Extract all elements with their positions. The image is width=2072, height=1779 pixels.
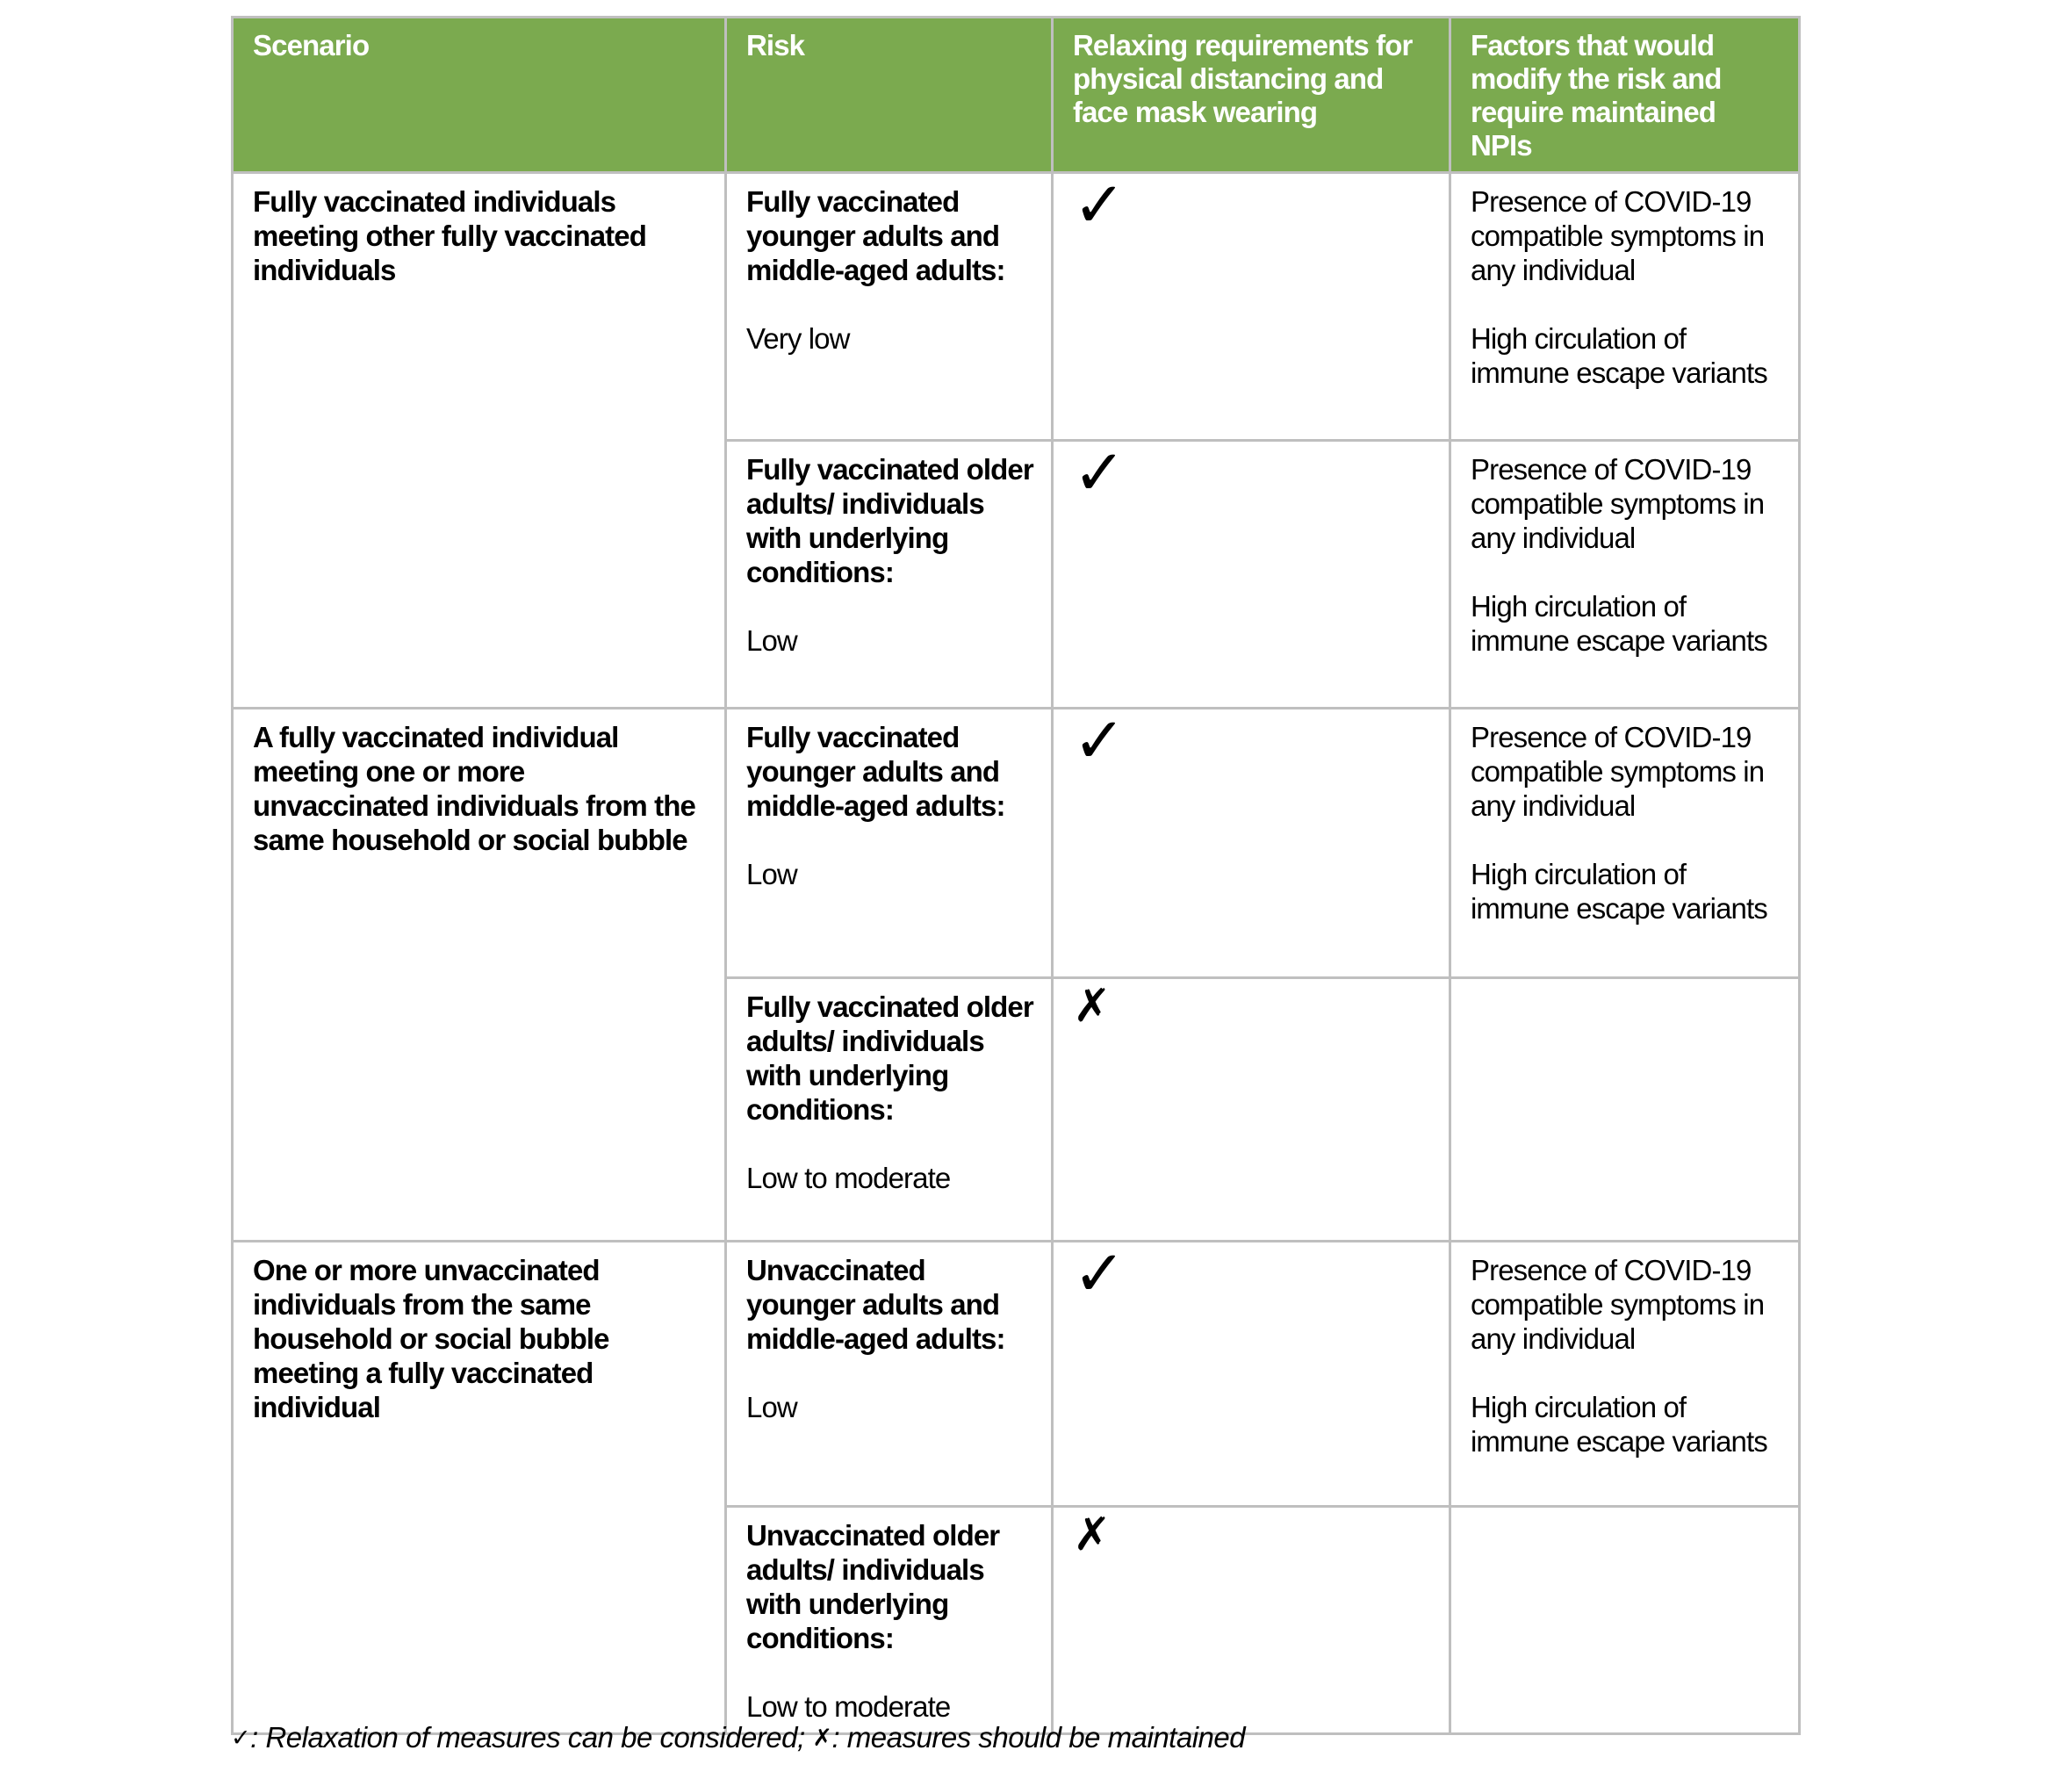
risk-level-text: Low [746,1391,797,1423]
risk-cell-1a [726,173,1053,441]
risk-group-text: Unvaccinated younger adults and middle-aged adults: [746,1254,1005,1355]
factors-cell-3b-empty [1450,1507,1800,1734]
check-mark-icon: ✓ [1073,172,1126,241]
scenario-text: One or more unvaccinated individuals from the same household or social bubble meeting a fully vaccinated individual [253,1254,609,1423]
scenario-cell-3 [233,1242,726,1734]
risk-scenario-table [231,16,1801,1735]
risk-group-text: Fully vaccinated older adults/ individuals with underlying conditions: [746,453,1033,588]
legend-footnote [231,1719,1245,1759]
relax-cell-3a [1053,1242,1450,1507]
relax-cell-1a [1053,173,1450,441]
risk-group-text: Unvaccinated older adults/ individuals with underlying conditions: [746,1519,1000,1654]
risk-cell-3b [726,1507,1053,1734]
factor-text: High circulation of immune escape variants [1471,322,1767,389]
factors-cell-1a [1450,173,1800,441]
factor-text: Presence of COVID-19 compatible symptoms in any individual [1471,185,1765,286]
relax-cell-3b [1053,1507,1450,1734]
check-mark-icon: ✓ [1073,708,1126,777]
risk-group-text: Fully vaccinated younger adults and middle-aged adults: [746,721,1005,822]
cross-mark-icon: ✗ [812,1725,832,1752]
risk-level-text: Low [746,624,797,657]
relax-cell-2a [1053,709,1450,978]
scenario-text: A fully vaccinated individual meeting one or more unvaccinated individuals from the same household or social bubble [253,721,695,856]
relax-cell-2b [1053,978,1450,1242]
cross-mark-icon: ✗ [1073,1509,1112,1561]
risk-level-text: Very low [746,322,850,355]
factor-text: Presence of COVID-19 compatible symptoms in any individual [1471,721,1765,822]
relax-cell-1b [1053,441,1450,709]
risk-cell-2a [726,709,1053,978]
factors-cell-3a [1450,1242,1800,1507]
factor-text: High circulation of immune escape variants [1471,858,1767,925]
factor-text: High circulation of immune escape variants [1471,1391,1767,1458]
risk-cell-3a [726,1242,1053,1507]
risk-group-text: Fully vaccinated older adults/ individuals with underlying conditions: [746,990,1033,1126]
risk-cell-1b [726,441,1053,709]
col-header-risk: Risk [726,18,1053,173]
risk-cell-2b [726,978,1053,1242]
scenario-cell-1 [233,173,726,709]
factors-cell-1b [1450,441,1800,709]
check-mark-icon: ✓ [1073,440,1126,509]
footnote-cross-text: : measures should be maintained [831,1721,1246,1754]
risk-level-text: Low to moderate [746,1690,951,1723]
check-mark-icon: ✓ [1073,1241,1126,1310]
risk-level-text: Low to moderate [746,1162,951,1194]
check-mark-icon: ✓ [231,1725,251,1752]
factors-cell-2a [1450,709,1800,978]
col-header-scenario: Scenario [233,18,726,173]
scenario-text: Fully vaccinated individuals meeting other fully vaccinated individuals [253,185,646,286]
table-row [233,709,1800,978]
col-header-relaxing: Relaxing requirements for physical distancing and face mask wearing [1053,18,1450,173]
factor-text: High circulation of immune escape variants [1471,590,1767,657]
cross-mark-icon: ✗ [1073,980,1112,1033]
table-row [233,173,1800,441]
risk-group-text: Fully vaccinated younger adults and middle-aged adults: [746,185,1005,286]
col-header-factors: Factors that would modify the risk and require maintained NPIs [1450,18,1800,173]
risk-level-text: Low [746,858,797,890]
factor-text: Presence of COVID-19 compatible symptoms in any individual [1471,453,1765,554]
factors-cell-2b-empty [1450,978,1800,1242]
factor-text: Presence of COVID-19 compatible symptoms in any individual [1471,1254,1765,1355]
scenario-cell-2 [233,709,726,1242]
footnote-check-text: : Relaxation of measures can be considered; [250,1721,813,1754]
table-row [233,1242,1800,1507]
header-row [233,18,1800,173]
